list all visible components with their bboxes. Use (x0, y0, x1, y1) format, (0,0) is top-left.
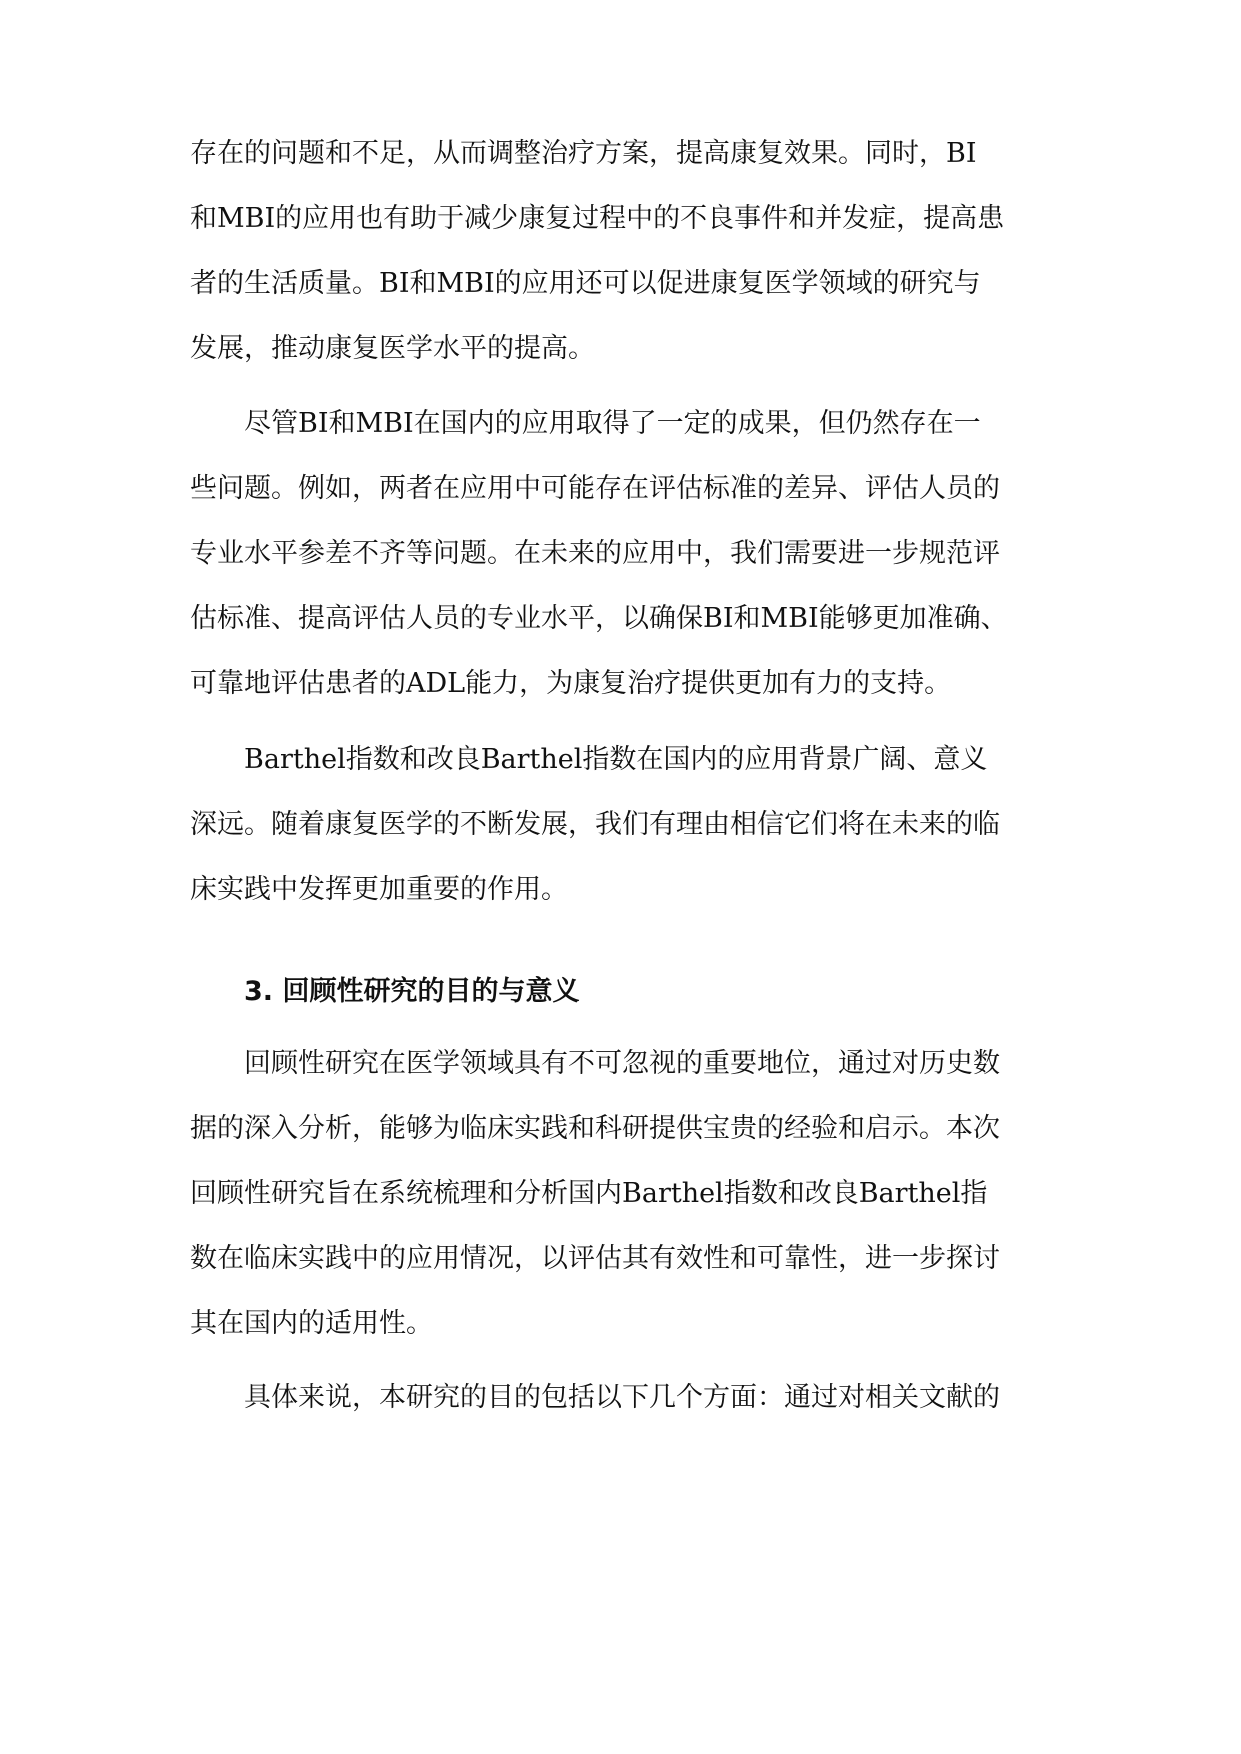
paragraph-1-line-4: 发展，推动康复医学水平的提高。 (190, 333, 595, 364)
section-paragraph-1-line-4: 数在临床实践中的应用情况，以评估其有效性和可靠性，进一步探讨 (190, 1243, 1000, 1274)
paragraph-1-line-1: 存在的问题和不足，从而调整治疗方案，提高康复效果。同时，BI (190, 138, 977, 169)
paragraph-3-line-1: Barthel指数和改良Barthel指数在国内的应用背景广阔、意义 (244, 744, 988, 775)
section-heading: 3. 回顾性研究的目的与意义 (244, 976, 580, 1007)
section-paragraph-1-line-1: 回顾性研究在医学领域具有不可忽视的重要地位，通过对历史数 (244, 1048, 1000, 1079)
paragraph-1-line-3: 者的生活质量。BI和MBI的应用还可以促进康复医学领域的研究与 (190, 268, 981, 299)
section-paragraph-1-line-2: 据的深入分析，能够为临床实践和科研提供宝贵的经验和启示。本次 (190, 1113, 1000, 1144)
paragraph-2-line-2: 些问题。例如，两者在应用中可能存在评估标准的差异、评估人员的 (190, 473, 1000, 504)
paragraph-3-line-3: 床实践中发挥更加重要的作用。 (190, 874, 568, 905)
paragraph-2-line-3: 专业水平参差不齐等问题。在未来的应用中，我们需要进一步规范评 (190, 538, 1000, 569)
section-paragraph-1-line-3: 回顾性研究旨在系统梳理和分析国内Barthel指数和改良Barthel指 (190, 1178, 988, 1209)
paragraph-2-line-4: 估标准、提高评估人员的专业水平，以确保BI和MBI能够更加准确、 (190, 603, 1008, 634)
paragraph-1-line-2: 和MBI的应用也有助于减少康复过程中的不良事件和并发症，提高患 (190, 203, 1005, 234)
section-paragraph-2-line-1: 具体来说，本研究的目的包括以下几个方面：通过对相关文献的 (244, 1382, 1000, 1413)
paragraph-2-line-1: 尽管BI和MBI在国内的应用取得了一定的成果，但仍然存在一 (244, 408, 981, 439)
paragraph-2-line-5: 可靠地评估患者的ADL能力，为康复治疗提供更加有力的支持。 (190, 668, 952, 699)
paragraph-3-line-2: 深远。随着康复医学的不断发展，我们有理由相信它们将在未来的临 (190, 809, 1000, 840)
section-paragraph-1-line-5: 其在国内的适用性。 (190, 1308, 433, 1339)
